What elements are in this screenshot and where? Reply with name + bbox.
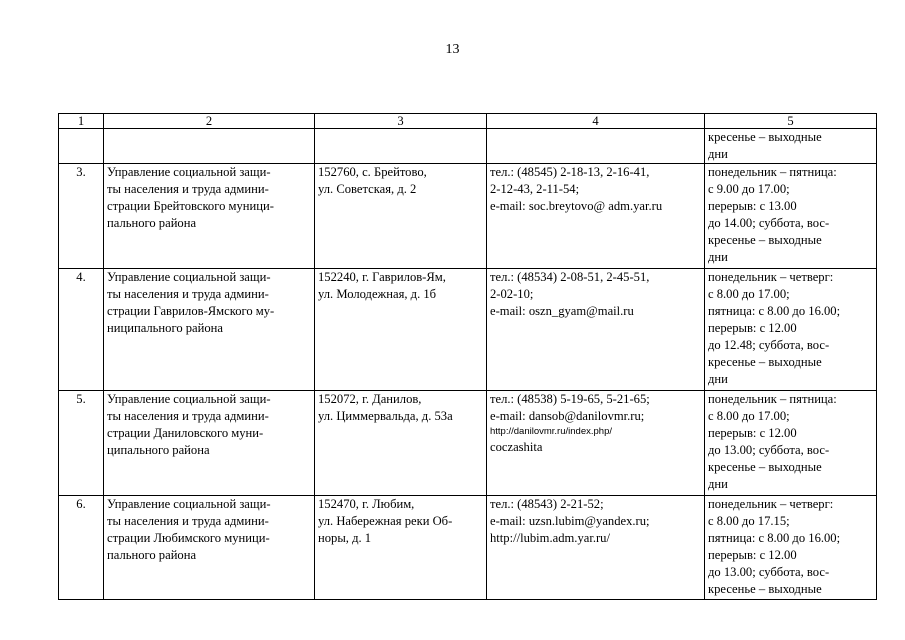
header-col-1: 1 [59,114,104,129]
row-number: 4. [59,269,104,391]
schedule-cell [705,391,877,496]
email-link[interactable]: e-mail: oszn_gyam@mail.ru [490,304,634,318]
row-number: 5. [59,391,104,496]
schedule-line: с 8.00 до 17.15; [708,514,790,528]
header-col-3: 3 [315,114,487,129]
name-line: страции Брейтовского муници- [107,199,274,213]
contacts-cell [487,164,705,269]
schedule-line: пятница: с 8.00 до 16.00; [708,304,841,318]
cell-empty [59,129,104,164]
contact-line: тел.: (48534) 2-08-51, 2-45-51, [490,270,650,284]
name-line: пального района [107,216,197,230]
schedule-cell [705,496,877,600]
table-row [59,164,877,269]
header-col-5: 5 [705,114,877,129]
row-number: 3. [59,164,104,269]
table-row [59,391,877,496]
address-line: 152072, г. Данилов, [318,392,422,406]
address-line: ул. Советская, д. 2 [318,182,417,196]
institution-name-cell [104,164,315,269]
website-link[interactable]: http://lubim.adm.yar.ru/ [490,531,610,545]
address-line: ул. Молодежная, д. 1б [318,287,437,301]
header-col-2: 2 [104,114,315,129]
institution-name-cell [104,496,315,600]
schedule-line: дни [708,147,728,161]
schedule-line: понедельник – пятница: [708,392,837,406]
schedule-line: дни [708,250,728,264]
address-line: ул. Циммервальда, д. 53а [318,409,453,423]
schedule-line: с 9.00 до 17.00; [708,182,790,196]
row-number: 6. [59,496,104,600]
contact-line: 2-12-43, 2-11-54; [490,182,580,196]
schedule-line: до 14.00; суббота, вос- [708,216,830,230]
schedule-line: кресенье – выходные [708,582,822,596]
name-line: ты населения и труда админи- [107,287,269,301]
header-col-4: 4 [487,114,705,129]
schedule-line: перерыв: с 13.00 [708,199,797,213]
table-row [59,269,877,391]
header-row [59,114,877,129]
contact-line: 2-02-10; [490,287,534,301]
address-cell [315,391,487,496]
email-link[interactable]: e-mail: uzsn.lubim@yandex.ru; [490,514,650,528]
name-line: ты населения и труда админи- [107,182,269,196]
schedule-line: перерыв: с 12.00 [708,321,797,335]
contacts-cell [487,269,705,391]
schedule-line: перерыв: с 12.00 [708,548,797,562]
address-line: 152760, с. Брейтово, [318,165,427,179]
schedule-line: кресенье – выходные [708,460,822,474]
contact-line: тел.: (48543) 2-21-52; [490,497,604,511]
schedule-line: понедельник – пятница: [708,165,837,179]
address-line: 152240, г. Гаврилов-Ям, [318,270,446,284]
name-line: ниципального района [107,321,224,335]
name-line: ты населения и труда админи- [107,409,269,423]
schedule-line: пятница: с 8.00 до 16.00; [708,531,841,545]
schedule-line: до 13.00; суббота, вос- [708,565,830,579]
website-link-tail[interactable]: coczashita [490,440,543,454]
address-cell [315,496,487,600]
name-line: Управление социальной защи- [107,165,271,179]
name-line: страции Даниловского муни- [107,426,264,440]
schedule-line: с 8.00 до 17.00; [708,287,790,301]
name-line: пального района [107,548,197,562]
schedule-line: понедельник – четверг: [708,497,834,511]
schedule-line: до 12.48; суббота, вос- [708,338,830,352]
schedule-line: дни [708,477,728,491]
name-line: страции Любимского муници- [107,531,270,545]
name-line: ты населения и труда админи- [107,514,269,528]
address-line: норы, д. 1 [318,531,372,545]
cell-empty [104,129,315,164]
table-row [59,496,877,600]
continuation-row [59,129,877,164]
name-line: Управление социальной защи- [107,270,271,284]
contact-line: тел.: (48538) 5-19-65, 5-21-65; [490,392,650,406]
schedule-line: кресенье – выходные [708,355,822,369]
schedule-cell [705,129,877,164]
address-line: 152470, г. Любим, [318,497,415,511]
schedule-line: кресенье – выходные [708,130,822,144]
schedule-line: с 8.00 до 17.00; [708,409,790,423]
contact-line: тел.: (48545) 2-18-13, 2-16-41, [490,165,650,179]
address-cell [315,269,487,391]
schedule-line: понедельник – четверг: [708,270,834,284]
name-line: ципального района [107,443,210,457]
schedule-cell [705,164,877,269]
cell-empty [315,129,487,164]
schedule-cell [705,269,877,391]
email-link[interactable]: e-mail: soc.breytovo@ adm.yar.ru [490,199,663,213]
institution-name-cell [104,269,315,391]
address-line: ул. Набережная реки Об- [318,514,453,528]
schedule-line: дни [708,372,728,386]
institution-name-cell [104,391,315,496]
schedule-line: перерыв: с 12.00 [708,426,797,440]
name-line: страции Гаврилов-Ямского му- [107,304,275,318]
address-cell [315,164,487,269]
page-number: 13 [445,42,460,57]
cell-empty [487,129,705,164]
name-line: Управление социальной защи- [107,497,271,511]
name-line: Управление социальной защи- [107,392,271,406]
contacts-cell [487,391,705,496]
schedule-line: кресенье – выходные [708,233,822,247]
email-link[interactable]: e-mail: dansob@danilovmr.ru; [490,409,645,423]
contacts-cell [487,496,705,600]
schedule-line: до 13.00; суббота, вос- [708,443,830,457]
institutions-table [58,113,877,600]
website-link[interactable]: http://danilovmr.ru/index.php/ [490,426,612,437]
